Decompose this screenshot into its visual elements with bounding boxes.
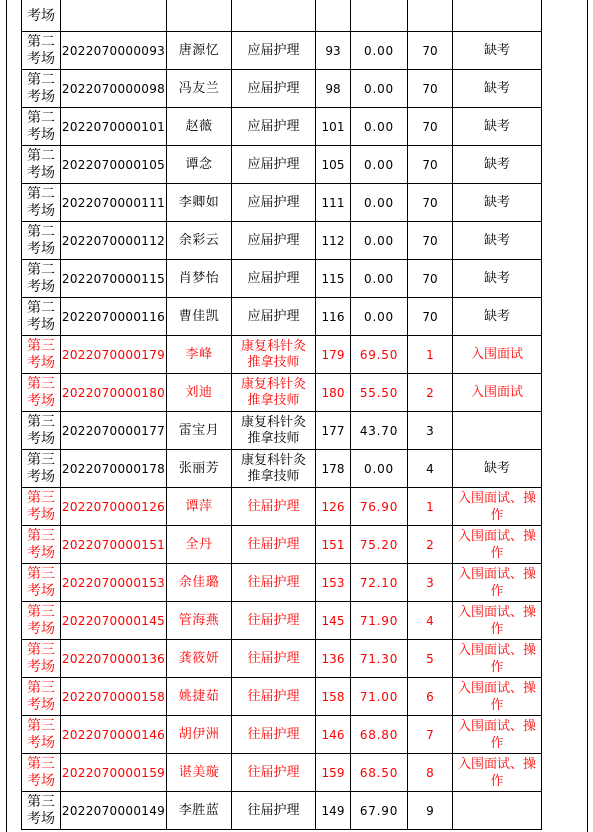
remark-text: 作 — [490, 735, 504, 751]
score-cell: 0.00 — [364, 309, 394, 324]
exam-number-cell: 2022070000126 — [61, 499, 166, 514]
rank-cell: 1 — [426, 347, 434, 362]
page-border-right — [587, 0, 588, 832]
position-cell: 往届护理 — [247, 688, 300, 704]
rank-cell: 70 — [422, 309, 438, 324]
seat-number-cell: 177 — [321, 423, 345, 438]
candidate-name-cell: 龚筱妍 — [178, 650, 220, 666]
exam-number-cell: 2022070000177 — [61, 423, 166, 438]
remark-cell — [453, 602, 541, 639]
remark-cell: 入围面试 — [470, 347, 523, 362]
exam-number-cell: 2022070000116 — [61, 309, 166, 324]
position-cell: 往届护理 — [247, 726, 300, 742]
exam-room-cell — [22, 260, 60, 297]
exam-room-cell — [22, 184, 60, 221]
exam-room-text: 第二 — [27, 147, 55, 164]
position-text: 康复科针灸 — [240, 338, 306, 354]
exam-room-text: 第三 — [27, 451, 55, 468]
remark-cell — [453, 412, 541, 449]
rank-cell: 70 — [422, 43, 438, 58]
score-cell: 0.00 — [364, 81, 394, 96]
seat-number-cell: 105 — [321, 157, 345, 172]
score-cell: 68.80 — [359, 727, 399, 742]
rank-cell: 5 — [426, 651, 434, 666]
score-cell: 0.00 — [364, 119, 394, 134]
position-cell: 往届护理 — [247, 650, 300, 666]
score-cell: 75.20 — [359, 537, 399, 552]
rank-cell: 3 — [426, 423, 434, 438]
candidate-name-cell: 全丹 — [185, 536, 213, 552]
exam-room-text: 考场 — [27, 316, 55, 333]
exam-room-text: 第二 — [27, 223, 55, 240]
rank-cell — [408, 1, 452, 31]
candidate-name-cell: 张丽芳 — [178, 460, 220, 476]
exam-room-text: 考场 — [27, 164, 55, 181]
remark-cell — [453, 488, 541, 525]
position-cell: 应届护理 — [247, 270, 300, 286]
exam-number-cell: 2022070000098 — [61, 81, 166, 96]
position-cell: 往届护理 — [247, 498, 300, 514]
exam-number-cell: 2022070000159 — [61, 765, 166, 780]
seat-number-cell: 153 — [321, 575, 345, 590]
remark-text: 作 — [490, 545, 504, 561]
score-cell: 68.50 — [359, 765, 399, 780]
remark-cell: 入围面试 — [470, 385, 523, 400]
position-cell: 往届护理 — [247, 612, 300, 628]
score-cell: 76.90 — [359, 499, 399, 514]
seat-number-cell: 93 — [325, 43, 341, 58]
score-cell: 43.70 — [359, 423, 399, 438]
position-cell: 往届护理 — [247, 574, 300, 590]
candidate-name-cell: 刘迪 — [185, 384, 213, 400]
exam-room-text: 第二 — [27, 71, 55, 88]
seat-number-cell: 112 — [321, 233, 345, 248]
seat-number-cell: 159 — [321, 765, 345, 780]
candidate-name-cell: 冯友兰 — [178, 80, 220, 96]
remark-text: 作 — [490, 583, 504, 599]
score-cell: 71.30 — [359, 651, 399, 666]
remark-cell — [453, 640, 541, 677]
score-cell: 71.90 — [359, 613, 399, 628]
exam-room-text: 考场 — [27, 126, 55, 143]
exam-room-cell — [22, 336, 60, 373]
candidate-name-cell: 余佳璐 — [178, 574, 220, 590]
exam-room-text: 第二 — [27, 109, 55, 126]
exam-room-text: 考场 — [27, 696, 55, 713]
exam-room-cell — [22, 526, 60, 563]
remark-cell — [453, 754, 541, 791]
remark-text: 入围面试、操 — [457, 718, 536, 734]
seat-number-cell: 101 — [321, 119, 345, 134]
position-text: 推拿技师 — [247, 468, 300, 484]
remark-text: 入围面试、操 — [457, 566, 536, 582]
exam-room-text: 考场 — [27, 468, 55, 485]
exam-number-cell: 2022070000178 — [61, 461, 166, 476]
candidate-name-cell: 雷宝月 — [178, 422, 220, 438]
exam-room-cell — [22, 298, 60, 335]
rank-cell: 3 — [426, 575, 434, 590]
remark-cell — [453, 564, 541, 601]
exam-room-cell — [22, 716, 60, 753]
exam-room-text: 考场 — [27, 50, 55, 67]
exam-room-cell — [22, 602, 60, 639]
position-cell — [232, 412, 315, 449]
rank-cell: 70 — [422, 271, 438, 286]
score-cell: 67.90 — [359, 803, 399, 818]
remark-text: 入围面试、操 — [457, 604, 536, 620]
position-cell: 应届护理 — [247, 80, 300, 96]
exam-room-cell — [22, 488, 60, 525]
exam-number-cell — [61, 1, 166, 31]
remark-text: 入围面试、操 — [457, 528, 536, 544]
exam-number-cell: 2022070000153 — [61, 575, 166, 590]
exam-room-text: 第三 — [27, 337, 55, 354]
remark-text: 作 — [490, 621, 504, 637]
exam-room-text: 考场 — [27, 240, 55, 257]
grid-row-line — [21, 829, 542, 830]
position-text: 康复科针灸 — [240, 414, 306, 430]
candidate-name-cell: 胡伊洲 — [178, 726, 220, 742]
candidate-name-cell: 姚捷茹 — [178, 688, 220, 704]
exam-number-cell: 2022070000136 — [61, 651, 166, 666]
candidate-name-cell: 谭念 — [185, 156, 213, 172]
exam-number-cell: 2022070000149 — [61, 803, 166, 818]
position-text: 推拿技师 — [247, 392, 300, 408]
position-cell — [232, 374, 315, 411]
candidate-name-cell: 赵薇 — [185, 118, 213, 134]
position-text: 推拿技师 — [247, 354, 300, 370]
seat-number-cell: 146 — [321, 727, 345, 742]
candidate-name-cell: 肖梦怡 — [178, 270, 220, 286]
seat-number-cell: 149 — [321, 803, 345, 818]
exam-room-cell — [22, 792, 60, 829]
remark-text: 作 — [490, 773, 504, 789]
exam-room-text: 考场 — [27, 620, 55, 637]
rank-cell: 70 — [422, 233, 438, 248]
exam-room-text: 考场 — [27, 734, 55, 751]
exam-room-cell — [22, 108, 60, 145]
remark-cell: 缺考 — [483, 271, 510, 286]
exam-room-text: 考场 — [27, 544, 55, 561]
candidate-name-cell: 曹佳凯 — [178, 308, 220, 324]
exam-number-cell: 2022070000115 — [61, 271, 166, 286]
rank-cell: 2 — [426, 537, 434, 552]
seat-number-cell: 151 — [321, 537, 345, 552]
exam-room-cell — [22, 222, 60, 259]
exam-number-cell: 2022070000105 — [61, 157, 166, 172]
score-cell: 55.50 — [359, 385, 399, 400]
position-cell: 应届护理 — [247, 308, 300, 324]
exam-room-cell — [22, 70, 60, 107]
position-text: 推拿技师 — [247, 430, 300, 446]
position-cell: 往届护理 — [247, 536, 300, 552]
exam-number-cell: 2022070000101 — [61, 119, 166, 134]
seat-number-cell — [316, 1, 350, 31]
remark-text: 作 — [490, 697, 504, 713]
seat-number-cell: 158 — [321, 689, 345, 704]
exam-room-text: 考场 — [27, 88, 55, 105]
position-cell: 往届护理 — [247, 764, 300, 780]
exam-number-cell: 2022070000112 — [61, 233, 166, 248]
exam-room-text: 第三 — [27, 565, 55, 582]
seat-number-cell: 179 — [321, 347, 345, 362]
rank-cell: 70 — [422, 81, 438, 96]
seat-number-cell: 145 — [321, 613, 345, 628]
seat-number-cell: 111 — [321, 195, 345, 210]
position-cell: 应届护理 — [247, 232, 300, 248]
exam-room-text: 第二 — [27, 261, 55, 278]
candidate-name-cell: 李胜蓝 — [178, 802, 220, 818]
candidate-name-cell: 管海燕 — [178, 612, 220, 628]
rank-cell: 8 — [426, 765, 434, 780]
exam-room-text: 考场 — [27, 582, 55, 599]
remark-cell: 缺考 — [483, 233, 510, 248]
exam-room-text: 考场 — [27, 278, 55, 295]
exam-room-cell — [22, 450, 60, 487]
remark-cell: 缺考 — [483, 195, 510, 210]
exam-number-cell: 2022070000093 — [61, 43, 166, 58]
exam-room-text: 第三 — [27, 641, 55, 658]
score-cell: 0.00 — [364, 271, 394, 286]
position-cell — [232, 1, 315, 31]
rank-cell: 6 — [426, 689, 434, 704]
exam-room-text: 考场 — [27, 430, 55, 447]
exam-room-cell — [22, 754, 60, 791]
seat-number-cell: 178 — [321, 461, 345, 476]
remark-text: 入围面试、操 — [457, 490, 536, 506]
exam-room-text: 第二 — [27, 33, 55, 50]
exam-room-text: 考场 — [27, 810, 55, 827]
remark-cell: 缺考 — [483, 81, 510, 96]
score-cell: 0.00 — [364, 157, 394, 172]
exam-room-text: 第二 — [27, 185, 55, 202]
remark-text: 入围面试、操 — [457, 642, 536, 658]
exam-room-text: 第三 — [27, 489, 55, 506]
page-border-left — [6, 0, 7, 832]
candidate-name-cell: 李卿如 — [178, 194, 220, 210]
seat-number-cell: 98 — [325, 81, 341, 96]
exam-number-cell: 2022070000111 — [61, 195, 166, 210]
seat-number-cell: 115 — [321, 271, 345, 286]
exam-number-cell: 2022070000145 — [61, 613, 166, 628]
grid-col-line — [541, 0, 542, 829]
exam-room-text: 第三 — [27, 527, 55, 544]
rank-cell: 2 — [426, 385, 434, 400]
exam-room-cell: 考场 — [27, 7, 55, 24]
rank-cell: 70 — [422, 119, 438, 134]
candidate-name-cell: 李峰 — [185, 346, 213, 362]
score-cell: 72.10 — [359, 575, 399, 590]
exam-room-text: 第三 — [27, 717, 55, 734]
rank-cell: 70 — [422, 195, 438, 210]
exam-number-cell: 2022070000158 — [61, 689, 166, 704]
exam-number-cell: 2022070000151 — [61, 537, 166, 552]
candidate-name-cell: 唐源忆 — [178, 42, 220, 58]
exam-room-text: 第二 — [27, 299, 55, 316]
seat-number-cell: 126 — [321, 499, 345, 514]
exam-room-text: 考场 — [27, 392, 55, 409]
exam-room-cell — [22, 32, 60, 69]
exam-room-text: 考场 — [27, 506, 55, 523]
score-cell: 0.00 — [364, 461, 394, 476]
exam-room-text: 第三 — [27, 793, 55, 810]
position-cell: 往届护理 — [247, 802, 300, 818]
rank-cell: 1 — [426, 499, 434, 514]
remark-cell: 缺考 — [483, 309, 510, 324]
rank-cell: 9 — [426, 803, 434, 818]
exam-room-text: 第三 — [27, 413, 55, 430]
candidate-name-cell: 余彩云 — [178, 232, 220, 248]
remark-text: 作 — [490, 507, 504, 523]
position-text: 康复科针灸 — [240, 452, 306, 468]
seat-number-cell: 180 — [321, 385, 345, 400]
candidate-name-cell: 谭萍 — [185, 498, 213, 514]
exam-number-cell: 2022070000179 — [61, 347, 166, 362]
score-cell: 0.00 — [364, 233, 394, 248]
position-text: 康复科针灸 — [240, 376, 306, 392]
rank-cell: 4 — [426, 461, 434, 476]
score-cell: 0.00 — [364, 43, 394, 58]
score-cell: 69.50 — [359, 347, 399, 362]
remark-text: 作 — [490, 659, 504, 675]
position-cell: 应届护理 — [247, 42, 300, 58]
remark-text: 入围面试、操 — [457, 756, 536, 772]
remark-cell — [453, 792, 541, 829]
seat-number-cell: 116 — [321, 309, 345, 324]
position-cell — [232, 450, 315, 487]
exam-room-text: 第三 — [27, 679, 55, 696]
rank-cell: 4 — [426, 613, 434, 628]
exam-room-cell — [22, 678, 60, 715]
remark-cell — [453, 678, 541, 715]
candidate-name-cell — [167, 1, 231, 31]
score-cell: 0.00 — [364, 195, 394, 210]
exam-room-text: 考场 — [27, 658, 55, 675]
remark-cell: 缺考 — [483, 461, 510, 476]
rank-cell: 70 — [422, 157, 438, 172]
remark-text: 入围面试、操 — [457, 680, 536, 696]
candidate-name-cell: 谌美璇 — [178, 764, 220, 780]
seat-number-cell: 136 — [321, 651, 345, 666]
position-cell: 应届护理 — [247, 194, 300, 210]
remark-cell — [453, 1, 541, 31]
remark-cell: 缺考 — [483, 157, 510, 172]
position-cell: 应届护理 — [247, 156, 300, 172]
position-cell: 应届护理 — [247, 118, 300, 134]
exam-room-cell — [22, 374, 60, 411]
exam-number-cell: 2022070000180 — [61, 385, 166, 400]
remark-cell: 缺考 — [483, 43, 510, 58]
score-cell: 71.00 — [359, 689, 399, 704]
exam-number-cell: 2022070000146 — [61, 727, 166, 742]
exam-room-cell — [22, 146, 60, 183]
remark-cell: 缺考 — [483, 119, 510, 134]
exam-room-text: 第三 — [27, 375, 55, 392]
score-cell — [351, 1, 407, 31]
exam-room-text: 第三 — [27, 755, 55, 772]
remark-cell — [453, 526, 541, 563]
rank-cell: 7 — [426, 727, 434, 742]
exam-room-text: 第三 — [27, 603, 55, 620]
exam-room-cell — [22, 564, 60, 601]
exam-room-cell — [22, 412, 60, 449]
exam-room-text: 考场 — [27, 202, 55, 219]
exam-room-cell — [22, 640, 60, 677]
remark-cell — [453, 716, 541, 753]
exam-room-text: 考场 — [27, 772, 55, 789]
exam-room-text: 考场 — [27, 354, 55, 371]
position-cell — [232, 336, 315, 373]
